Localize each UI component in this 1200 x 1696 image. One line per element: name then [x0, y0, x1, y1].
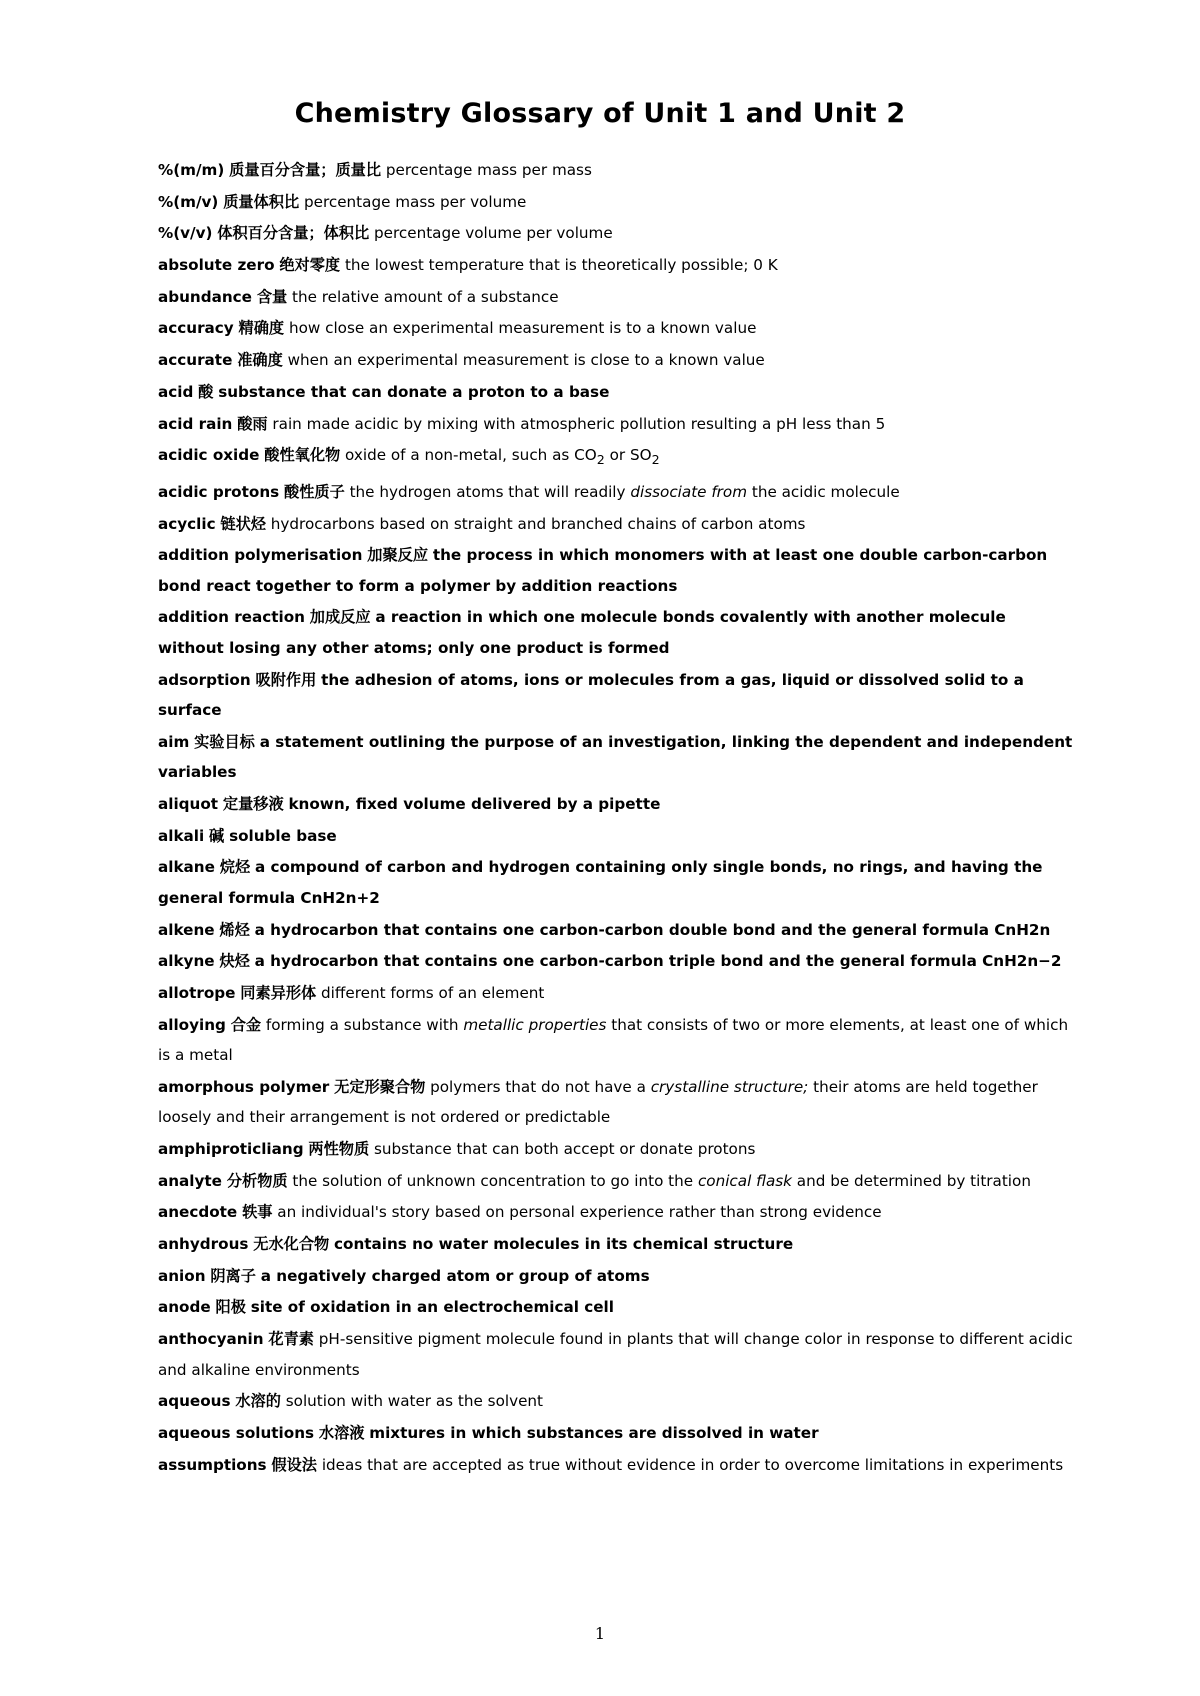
glossary-entry	[158, 946, 1073, 977]
glossary-term-chinese: 实验目标	[194, 732, 255, 751]
glossary-term: adsorption	[158, 670, 251, 689]
glossary-definition: pH-sensitive pigment molecule found in plants that will change color in response to different acidic and alkaline environments	[158, 1330, 1073, 1379]
glossary-term: aim	[158, 732, 190, 751]
glossary-term: acid	[158, 382, 194, 401]
glossary-entry	[158, 509, 1073, 540]
glossary-entry	[158, 345, 1073, 376]
glossary-term-chinese: 无定形聚合物	[334, 1077, 426, 1096]
glossary-term: anion	[158, 1266, 206, 1285]
glossary-term: acidic oxide	[158, 446, 260, 465]
glossary-entry	[158, 282, 1073, 313]
glossary-term-chinese: 酸性氧化物	[264, 446, 341, 465]
glossary-definition: polymers that do not have a	[430, 1077, 651, 1096]
glossary-entry	[158, 218, 1073, 249]
glossary-term-chinese: 阳极	[215, 1298, 246, 1317]
glossary-term-chinese: 分析物质	[226, 1171, 288, 1190]
glossary-term: anecdote	[158, 1203, 238, 1222]
glossary-definition: and be determined by titration	[791, 1171, 1031, 1190]
glossary-definition: a negatively charged atom or group of atoms	[260, 1266, 650, 1285]
glossary-definition: a reaction in which one molecule bonds covalently with another molecule without losing any other atoms; only one product is formed	[158, 608, 1006, 657]
glossary-definition: or SO	[604, 446, 652, 465]
glossary-term: %(v/v)	[158, 224, 213, 243]
glossary-definition: ideas that are accepted as true without evidence in order to overcome limitations in experiments	[321, 1455, 1064, 1474]
glossary-definition: a hydrocarbon that contains one carbon-carbon double bond and the general formula CnH2n	[254, 920, 1051, 939]
glossary-term: amphiproticliang	[158, 1140, 304, 1159]
glossary-term-chinese: 定量移液	[222, 795, 284, 814]
glossary-term: anthocyanin	[158, 1330, 264, 1349]
glossary-entry	[158, 477, 1073, 508]
glossary-definition-emphasis: dissociate from	[630, 482, 748, 501]
glossary-definition: percentage mass per mass	[385, 161, 592, 179]
glossary-definition: the lowest temperature that is theoretically possible; 0 K	[344, 256, 778, 275]
glossary-definition: that consists of two or more elements, at least one of which is a metal	[158, 1015, 1069, 1065]
glossary-entry	[158, 978, 1073, 1009]
glossary-term-chinese: 吸附作用	[255, 670, 317, 689]
glossary-definition: mixtures in which substances are dissolved in water	[369, 1424, 819, 1443]
glossary-term-chinese: 阴离子	[210, 1266, 256, 1285]
glossary-entry	[158, 789, 1073, 820]
glossary-definition: an individual's story based on personal experience rather than strong evidence	[277, 1203, 882, 1222]
glossary-entry	[158, 1134, 1073, 1165]
glossary-entry	[158, 409, 1073, 440]
glossary-definition-emphasis: metallic properties	[463, 1015, 607, 1034]
glossary-definition: known, fixed volume delivered by a pipette	[288, 795, 661, 814]
glossary-definition: substance that can both accept or donate protons	[373, 1140, 756, 1159]
page-number: 1	[594, 1624, 606, 1643]
glossary-term-chinese: 酸雨	[237, 414, 268, 433]
glossary-term: alkane	[158, 858, 215, 877]
glossary-term-chinese: 酸性质子	[284, 482, 345, 501]
glossary-term: alloying	[158, 1015, 226, 1034]
glossary-term: acyclic	[158, 514, 216, 533]
glossary-definition-emphasis: crystalline structure;	[650, 1077, 809, 1096]
glossary-term: analyte	[158, 1171, 222, 1190]
glossary-term-chinese: 两性物质	[308, 1140, 370, 1159]
glossary-entry	[158, 1229, 1073, 1260]
glossary-definition: the adhesion of atoms, ions or molecules from a gas, liquid or dissolved solid to a surface	[158, 670, 1024, 720]
glossary-entry	[158, 1197, 1073, 1228]
subscript: 2	[596, 452, 605, 468]
glossary-term-chinese: 精确度	[238, 319, 285, 338]
glossary-definition: a hydrocarbon that contains one carbon-carbon triple bond and the general formula CnH2n−2	[254, 952, 1062, 971]
glossary-definition: substance that can donate a proton to a base	[218, 382, 610, 401]
glossary-term-chinese: 质量百分含量；质量比	[229, 161, 382, 179]
glossary-term-chinese: 含量	[256, 287, 288, 306]
glossary-definition: percentage mass per volume	[303, 192, 527, 211]
glossary-term-chinese: 炔烃	[219, 952, 250, 971]
glossary-entry	[158, 540, 1073, 601]
glossary-definition: their atoms are held together loosely and their arrangement is not ordered or predictable	[158, 1077, 1038, 1127]
glossary-entry	[158, 313, 1073, 344]
glossary-term: aqueous	[158, 1392, 231, 1411]
glossary-entry	[158, 602, 1073, 663]
glossary-definition: a statement outlining the purpose of an investigation, linking the dependent and independent variables	[158, 732, 1073, 782]
glossary-definition: the process in which monomers with at least one double carbon-carbon bond react together to form a polymer by addition reactions	[158, 546, 1048, 595]
glossary-entry	[158, 665, 1073, 726]
glossary-entry	[158, 1292, 1073, 1323]
glossary-term-chinese: 碱	[209, 826, 225, 845]
glossary-term: alkali	[158, 826, 205, 845]
glossary-term: %(m/v)	[158, 192, 219, 211]
glossary-definition: different forms of an element	[321, 983, 545, 1002]
glossary-term: accurate	[158, 351, 233, 370]
glossary-definition: percentage volume per volume	[373, 224, 613, 243]
glossary-term: anhydrous	[158, 1235, 249, 1254]
glossary-definition: oxide of a non-metal, such as CO	[345, 446, 597, 465]
glossary-term-chinese: 链状烃	[220, 514, 266, 533]
glossary-entry	[158, 187, 1073, 218]
glossary-term: anode	[158, 1298, 211, 1317]
glossary-term: assumptions	[158, 1455, 267, 1474]
glossary-term: %(m/m)	[158, 161, 225, 179]
glossary-definition: rain made acidic by mixing with atmospheric pollution resulting a pH less than 5	[272, 414, 886, 433]
glossary-term-chinese: 无水化合物	[253, 1235, 330, 1254]
glossary-term-chinese: 花青素	[268, 1330, 314, 1349]
glossary-entry	[158, 1450, 1073, 1481]
glossary-term-chinese: 加成反应	[309, 608, 371, 627]
glossary-term: acid rain	[158, 414, 233, 433]
subscript: 2	[651, 452, 660, 468]
glossary-entry	[158, 1010, 1073, 1071]
glossary-list	[158, 155, 1073, 1481]
glossary-entry	[158, 250, 1073, 281]
glossary-definition: when an experimental measurement is close to a known value	[287, 351, 765, 370]
glossary-term-chinese: 合金	[230, 1015, 262, 1034]
glossary-entry	[158, 821, 1073, 852]
glossary-term-chinese: 加聚反应	[367, 546, 429, 565]
glossary-term-chinese: 假设法	[271, 1455, 317, 1474]
glossary-entry	[158, 1418, 1073, 1449]
glossary-definition: the relative amount of a substance	[292, 287, 559, 306]
glossary-term-chinese: 质量体积比	[223, 192, 300, 211]
glossary-term: allotrope	[158, 983, 236, 1002]
glossary-entry	[158, 915, 1073, 946]
glossary-term-chinese: 体积百分含量；体积比	[217, 224, 370, 243]
glossary-term: amorphous polymer	[158, 1077, 330, 1096]
glossary-term: addition polymerisation	[158, 546, 363, 565]
glossary-definition: the acidic molecule	[747, 482, 900, 501]
glossary-term: accuracy	[158, 319, 234, 338]
glossary-definition: the hydrogen atoms that will readily	[349, 482, 631, 501]
glossary-definition: the solution of unknown concentration to go into the	[292, 1171, 698, 1190]
glossary-term: aliquot	[158, 795, 219, 814]
glossary-term-chinese: 同素异形体	[240, 983, 317, 1002]
glossary-term-chinese: 烷烃	[219, 858, 251, 877]
glossary-term: absolute zero	[158, 256, 275, 275]
glossary-definition: solution with water as the solvent	[285, 1392, 544, 1411]
glossary-entry	[158, 727, 1073, 788]
glossary-term: addition reaction	[158, 608, 305, 627]
glossary-term-chinese: 轶事	[242, 1203, 273, 1222]
glossary-term: aqueous solutions	[158, 1424, 315, 1443]
glossary-term: abundance	[158, 287, 252, 306]
glossary-entry	[158, 1324, 1073, 1385]
glossary-entry	[158, 852, 1073, 913]
glossary-term-chinese: 酸	[198, 382, 214, 401]
glossary-entry	[158, 1072, 1073, 1133]
glossary-term-chinese: 烯烃	[219, 920, 250, 939]
glossary-term-chinese: 水溶液	[318, 1424, 365, 1443]
glossary-definition-emphasis: conical flask	[697, 1171, 792, 1190]
glossary-term: acidic protons	[158, 482, 280, 501]
glossary-definition: soluble base	[229, 826, 337, 845]
page-title: Chemistry Glossary of Unit 1 and Unit 2	[294, 98, 906, 129]
glossary-term-chinese: 绝对零度	[279, 256, 341, 275]
glossary-entry	[158, 440, 1073, 476]
glossary-definition: how close an experimental measurement is to a known value	[288, 319, 757, 338]
glossary-definition: contains no water molecules in its chemical structure	[334, 1235, 794, 1254]
glossary-term: alkene	[158, 920, 215, 939]
glossary-definition: hydrocarbons based on straight and branched chains of carbon atoms	[270, 514, 806, 533]
glossary-term-chinese: 准确度	[237, 351, 283, 370]
glossary-entry	[158, 1386, 1073, 1417]
glossary-definition: site of oxidation in an electrochemical cell	[250, 1298, 614, 1317]
glossary-definition: forming a substance with	[265, 1015, 464, 1034]
glossary-term-chinese: 水溶的	[235, 1392, 281, 1411]
glossary-term: alkyne	[158, 952, 215, 971]
glossary-entry	[158, 1166, 1073, 1197]
glossary-entry	[158, 1261, 1073, 1292]
glossary-entry	[158, 155, 1073, 186]
glossary-entry	[158, 377, 1073, 408]
glossary-definition: a compound of carbon and hydrogen containing only single bonds, no rings, and having the general formula CnH2n+2	[158, 858, 1043, 907]
